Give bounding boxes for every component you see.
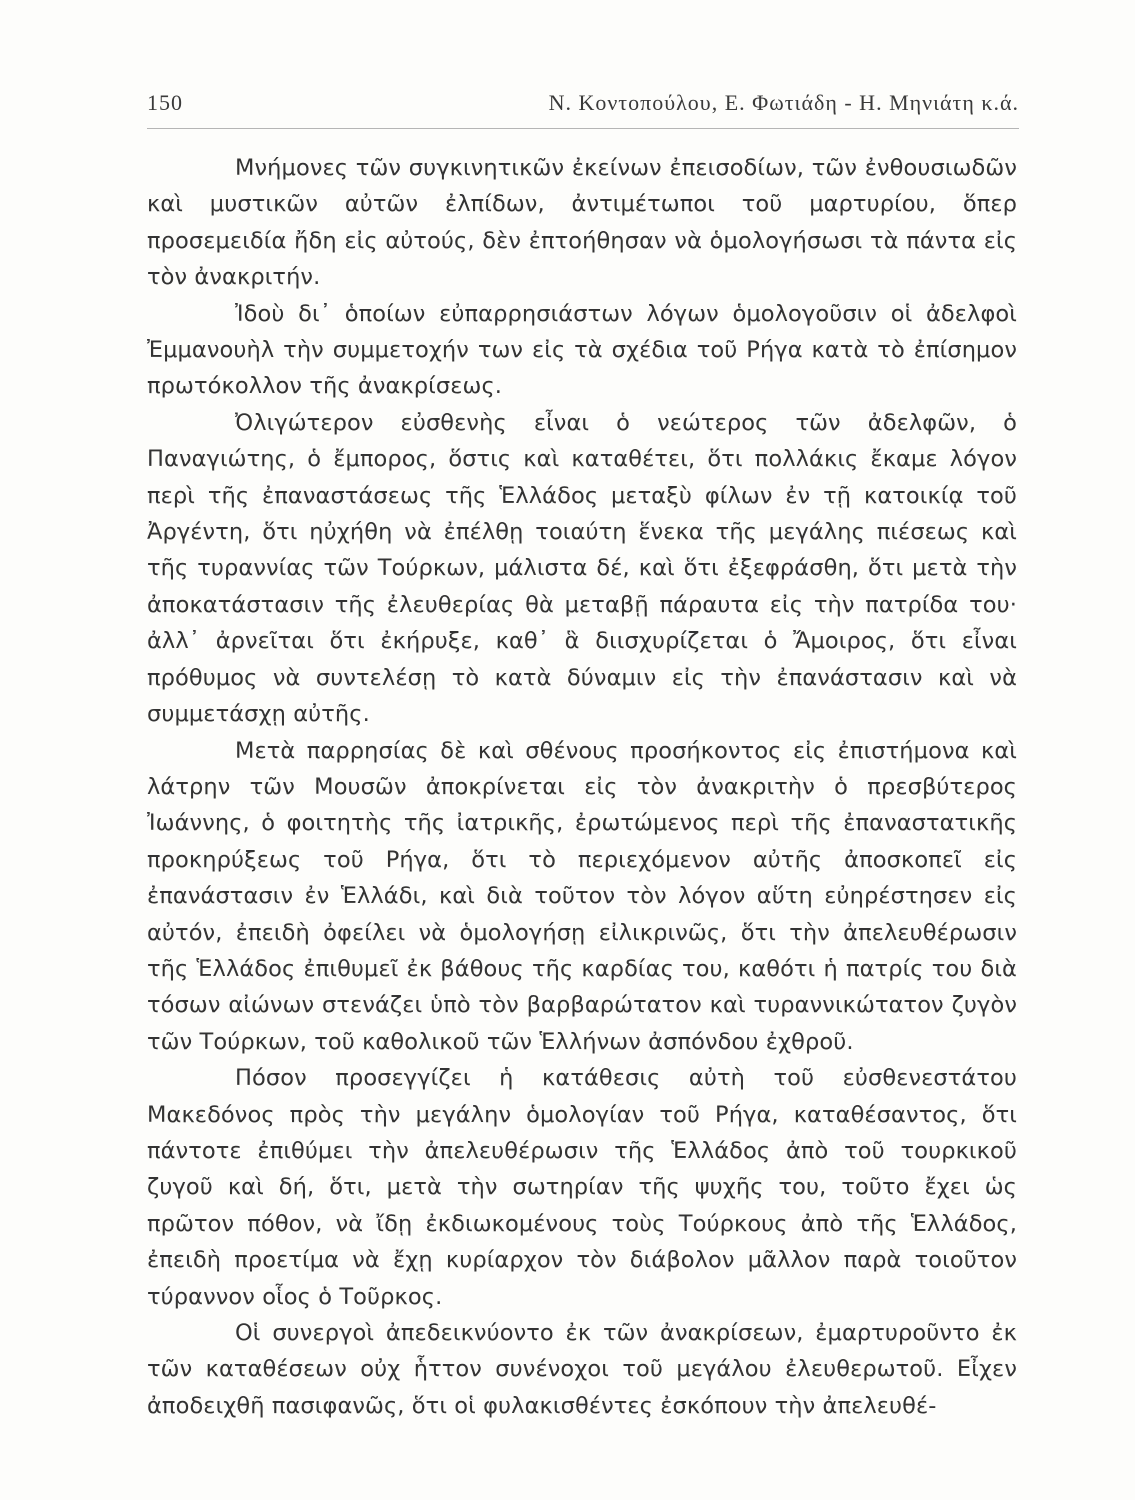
paragraph-3: Ὀλιγώτερον εὐσθενὴς εἶναι ὁ νεώτερος τῶν ἀδελφῶν, ὁ Παναγιώτης, ὁ ἔμπορος, ὅστις καὶ καταθέτει, ὅτι πολλάκις ἔκαμε λόγον περὶ τῆς ἐπαναστάσεως τῆς Ἑλλάδος μεταξὺ φίλων ἐν τῇ κατοικίᾳ τοῦ Ἀργέντη, ὅτι ηὐχήθη νὰ ἐπέλθῃ τοιαύτη ἕνεκα τῆς μεγάλης πιέσεως καὶ τῆς τυραννίας τῶν Τούρκων, μάλιστα δέ, καὶ ὅτι ἐξεφράσθη, ὅτι μετὰ τὴν ἀποκατάστασιν τῆς ἐλευθερίας θὰ μεταβῇ πάραυτα εἰς τὴν πατρίδα του· ἀλλ᾽ ἀρνεῖται ὅτι ἐκήρυξε, καθ᾽ ἃ διισχυρίζεται ὁ Ἄμοιρος, ὅτι εἶναι πρόθυμος νὰ συντελέσῃ τὸ κατὰ δύναμιν εἰς τὴν ἐπανάστασιν καὶ νὰ συμμετάσχῃ αὐτῆς. [147,409,1017,728]
paragraph-6: Οἱ συνεργοὶ ἀπεδεικνύοντο ἐκ τῶν ἀνακρίσεων, ἐμαρτυροῦντο ἐκ τῶν καταθέσεων οὐχ ἧττον συνένοχοι τοῦ μεγάλου ἐλευθερωτοῦ. Εἶχεν ἀποδειχθῆ πασιφανῶς, ὅτι οἱ φυλακισθέντες ἐσκόπουν τὴν ἀπελευθέ- [147,1320,1017,1419]
page-number: 150 [147,90,183,115]
paragraph-5: Πόσον προσεγγίζει ἡ κατάθεσις αὐτὴ τοῦ εὐσθενεστάτου Μακεδόνος πρὸς τὴν μεγάλην ὁμολογίαν τοῦ Ρήγα, καταθέσαντος, ὅτι πάντοτε ἐπιθύμει τὴν ἀπελευθέρωσιν τῆς Ἑλλάδος ἀπὸ τοῦ τουρκικοῦ ζυγοῦ καὶ δή, ὅτι, μετὰ τὴν σωτηρίαν τῆς ψυχῆς του, τοῦτο ἔχει ὡς πρῶτον πόθον, νὰ ἴδῃ ἐκδιωκομένους τοὺς Τούρκους ἀπὸ τῆς Ἑλλάδος, ἐπειδὴ προετίμα νὰ ἔχῃ κυρίαρχον τὸν διάβολον μᾶλλον παρὰ τοιοῦτον τύραννον οἷος ὁ Τοῦρκος. [147,1065,1017,1310]
paragraph-2: Ἰδοὺ δι᾽ ὁποίων εὐπαρρησιάστων λόγων ὁμολογοῦσιν οἱ ἀδελφοὶ Ἐμμανουὴλ τὴν συμμετοχήν των εἰς τὰ σχέδια τοῦ Ρήγα κατὰ τὸ ἐπίσημον πρωτόκολλον τῆς ἀνακρίσεως. [147,300,1017,400]
paragraph-1: Μνήμονες τῶν συγκινητικῶν ἐκείνων ἐπεισοδίων, τῶν ἐνθουσιωδῶν καὶ μυστικῶν αὐτῶν ἐλπίδων, ἀντιμέτωποι τοῦ μαρτυρίου, ὅπερ προσεμειδία ἤδη εἰς αὐτούς, δὲν ἐπτοήθησαν νὰ ὁμολογήσωσι τὰ πάντα εἰς τὸν ἀνακριτήν. [147,155,1017,291]
body-text [147,150,1017,1424]
header-rule [147,128,1019,129]
header-authors: Ν. Κοντοπούλου, Ε. Φωτιάδη - Η. Μηνιάτη κ.ά. [548,90,1019,115]
paragraph-4: Μετὰ παρρησίας δὲ καὶ σθένους προσήκοντος εἰς ἐπιστήμονα καὶ λάτρην τῶν Μουσῶν ἀποκρίνεται εἰς τὸν ἀνακριτὴν ὁ πρεσβύτερος Ἰωάννης, ὁ φοιτητὴς τῆς ἰατρικῆς, ἐρωτώμενος περὶ τῆς ἐπαναστατικῆς προκηρύξεως τοῦ Ρήγα, ὅτι τὸ περιεχόμενον αὐτῆς ἀποσκοπεῖ εἰς ἐπανάστασιν ἐν Ἑλλάδι, καὶ διὰ τοῦτον τὸν λόγον αὕτη εὐηρέστησεν εἰς αὐτόν, ἐπειδὴ ὀφείλει νὰ ὁμολογήσῃ εἰλικρινῶς, ὅτι τὴν ἀπελευθέρωσιν τῆς Ἑλλάδος ἐπιθυμεῖ ἐκ βάθους τῆς καρδίας του, καθότι ἡ πατρίς του διὰ τόσων αἰώνων στενάζει ὑπὸ τὸν βαρβαρώτατον καὶ τυραννικώτατον ζυγὸν τῶν Τούρκων, τοῦ καθολικοῦ τῶν Ἑλλήνων ἀσπόνδου ἐχθροῦ. [147,737,1017,1055]
running-head [147,90,1019,126]
